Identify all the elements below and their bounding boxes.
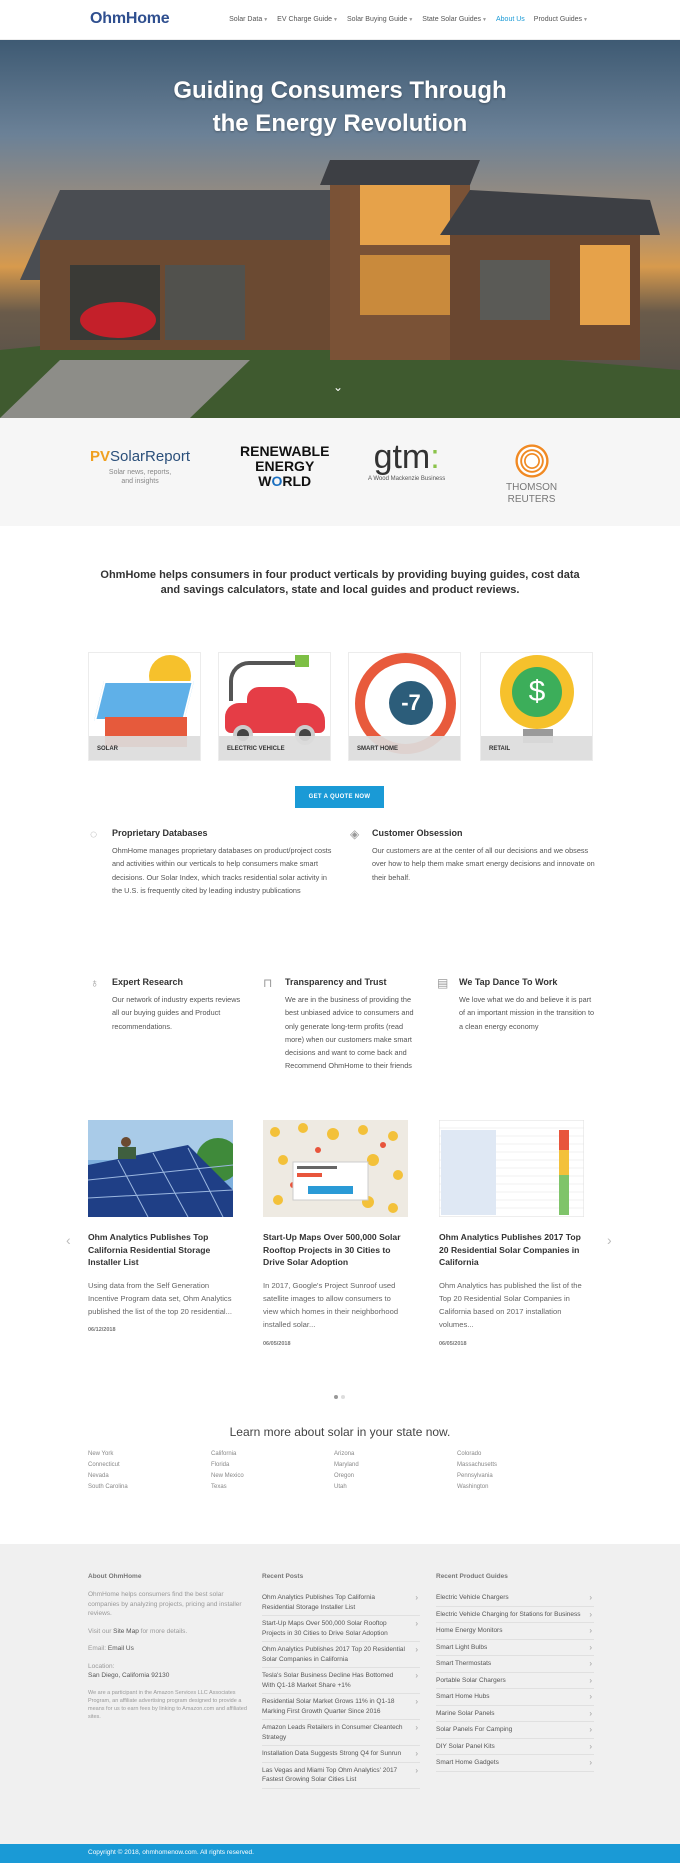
logo-text: THOMSON xyxy=(506,482,558,493)
footer-post-link[interactable]: Tesla's Solar Business Decline Has Bottomed With Q1-18 Market Share +1% › xyxy=(262,1668,420,1694)
footer-recent-posts xyxy=(262,1573,420,1789)
logo-text: W xyxy=(258,473,272,489)
lightbulb-icon: ◌ xyxy=(90,827,98,841)
logo-text: REUTERS xyxy=(507,494,556,505)
state-link[interactable]: California xyxy=(211,1451,237,1457)
feature-title: Expert Research xyxy=(112,977,184,987)
vertical-label: RETAIL xyxy=(481,736,592,760)
vertical-retail[interactable] xyxy=(480,652,593,761)
nav-label: About Us xyxy=(496,16,525,23)
chevron-down-icon: ▼ xyxy=(333,17,338,23)
footer-guide-link[interactable]: Marine Solar Panels › xyxy=(436,1706,594,1723)
main-nav xyxy=(229,16,588,23)
footer-post-link[interactable]: Las Vegas and Miami Top Ohm Analytics' 2017 Fastest Growing Solar Cities List › xyxy=(262,1763,420,1789)
state-link[interactable]: Texas xyxy=(211,1484,227,1490)
footer-post-link[interactable]: Amazon Leads Retailers in Consumer Cleantech Strategy › xyxy=(262,1720,420,1746)
feature-text: OhmHome manages proprietary databases on product/project costs and activities within our verticals to help consumers make smart decisions. Our Solar Index, which tracks residential solar activity in the U.S. is frequently cited by leading industry publications xyxy=(112,846,332,895)
footer-guide-link[interactable]: Home Energy Monitors › xyxy=(436,1623,594,1640)
footer-text: Email: xyxy=(88,1645,108,1652)
get-quote-button[interactable]: GET A QUOTE NOW xyxy=(295,786,384,808)
footer-heading: Recent Posts xyxy=(262,1573,304,1580)
nav-label: EV Charge Guide xyxy=(277,16,333,23)
footer-product-guides xyxy=(436,1573,594,1772)
sitemap-link[interactable]: Site Map xyxy=(113,1627,139,1635)
site-logo[interactable] xyxy=(90,10,170,28)
chevron-down-icon: ▼ xyxy=(263,17,269,23)
footer-post-link[interactable]: Start-Up Maps Over 500,000 Solar Rooftop Projects in 30 Cities to Drive Solar Adoption › xyxy=(262,1616,420,1642)
layers-icon: ◈ xyxy=(350,827,360,841)
footer-guide-link[interactable]: Portable Solar Chargers › xyxy=(436,1673,594,1690)
reuters-dots-icon xyxy=(515,444,549,478)
chevron-down-icon: ▼ xyxy=(482,17,487,23)
hero-title-line: Guiding Consumers Through xyxy=(173,77,507,104)
footer-heading: About OhmHome xyxy=(88,1573,142,1580)
press-logos xyxy=(0,418,680,526)
post-date: 06/12/2018 xyxy=(88,1327,116,1334)
footer-about xyxy=(88,1573,248,1729)
footer-post-link[interactable]: Ohm Analytics Publishes Top California Residential Storage Installer List › xyxy=(262,1590,420,1616)
states-heading: Learn more about solar in your state now. xyxy=(229,1425,451,1439)
footer-post-link[interactable]: Ohm Analytics Publishes 2017 Top 20 Residential Solar Companies in California › xyxy=(262,1642,420,1668)
footer-sitemap-line xyxy=(88,1627,248,1637)
state-link[interactable]: South Carolina xyxy=(88,1484,128,1490)
footer-guide-link[interactable]: Electric Vehicle Chargers › xyxy=(436,1590,594,1607)
state-link[interactable]: Maryland xyxy=(334,1462,359,1468)
post-excerpt: Using data from the Self Generation Incentive Program data set, Ohm Analytics published the list of the top 20 residential... xyxy=(88,1280,232,1317)
nav-about-us[interactable] xyxy=(496,16,525,23)
nav-label: Solar Buying Guide xyxy=(347,16,408,23)
vertical-label: SOLAR xyxy=(89,736,200,760)
footer-email-line xyxy=(88,1644,248,1654)
carousel-dot[interactable] xyxy=(341,1395,345,1399)
dollar-icon: $ xyxy=(512,667,562,717)
logo-text: RENEWABLE xyxy=(240,443,330,459)
footer-heading: Recent Product Guides xyxy=(436,1573,508,1580)
vertical-label: SMART HOME xyxy=(349,736,460,760)
state-link[interactable]: Connecticut xyxy=(88,1462,120,1468)
post-date: 06/05/2018 xyxy=(439,1340,467,1347)
renewable-energy-world-logo xyxy=(240,444,329,489)
feature-title: Proprietary Databases xyxy=(112,828,208,838)
gtm-logo xyxy=(368,438,445,482)
nav-solar-buying-guide[interactable] xyxy=(347,16,413,23)
footer-guide-link[interactable]: Smart Thermostats › xyxy=(436,1656,594,1673)
logo-text: SolarReport xyxy=(110,448,191,465)
hero-banner xyxy=(0,40,680,418)
logo-text: PV xyxy=(90,448,111,465)
nav-solar-data[interactable] xyxy=(229,16,268,23)
carousel-dot[interactable] xyxy=(334,1395,338,1399)
book-icon: ▤ xyxy=(437,976,449,990)
state-link[interactable]: Pennsylvania xyxy=(457,1473,493,1479)
email-link[interactable]: Email Us xyxy=(107,1645,134,1652)
intro-text: OhmHome helps consumers in four product verticals by providing buying guides, cost data and savings calculators, state and local guides and product reviews. xyxy=(100,569,580,596)
lock-icon: ⊓ xyxy=(263,976,273,990)
state-link[interactable]: Nevada xyxy=(88,1473,109,1479)
state-link[interactable]: Colorado xyxy=(457,1451,482,1457)
post-date: 06/05/2018 xyxy=(263,1340,291,1347)
feature-title: Transparency and Trust xyxy=(285,977,387,987)
state-link[interactable]: New York xyxy=(88,1451,114,1457)
state-link[interactable]: Arizona xyxy=(334,1451,355,1457)
hero-title-line: the Energy Revolution xyxy=(212,110,468,137)
globe-icon: O xyxy=(271,473,283,489)
state-link[interactable]: New Mexico xyxy=(211,1473,244,1479)
state-link[interactable]: Florida xyxy=(211,1462,230,1468)
footer-guide-link[interactable]: Smart Light Bulbs › xyxy=(436,1640,594,1657)
footer-text: Location: xyxy=(88,1662,115,1670)
vertical-smart-home[interactable] xyxy=(348,652,461,761)
footer-text: for more details. xyxy=(138,1627,188,1635)
post-card[interactable] xyxy=(88,1120,233,1333)
amazon-disclosure: We are a participant in the Amazon Services LLC Associates Program, an affiliate advertising program designed to provide a means for us to earn fees by linking to Amazon.com and affiliated sites. xyxy=(88,1689,247,1720)
logo-text: : xyxy=(430,438,440,476)
feature-title: Customer Obsession xyxy=(372,828,463,838)
logo-text: ENERGY xyxy=(255,458,315,474)
pvsolarreport-logo xyxy=(90,448,190,486)
nav-ev-charge-guide[interactable] xyxy=(277,16,338,23)
post-title[interactable]: Ohm Analytics Publishes 2017 Top 20 Residential Solar Companies in California xyxy=(439,1232,581,1267)
footer-guide-link[interactable]: Solar Panels For Camping › xyxy=(436,1722,594,1739)
feature-text: Our customers are at the center of all our decisions and we obsess over how to help them make smart energy decisions and innovate on their behalf. xyxy=(372,846,595,882)
thermostat-display: -7 xyxy=(389,681,433,725)
footer-post-link[interactable]: Residential Solar Market Grows 11% in Q1-18 Marking First Growth Quarter Since 2016 › xyxy=(262,1694,420,1720)
solar-panel-icon xyxy=(94,681,194,721)
copyright-bar: Copyright © 2018, ohmhomenow.com. All rights reserved. xyxy=(0,1844,680,1863)
lightbulb-icon xyxy=(500,655,574,729)
feature-title: We Tap Dance To Work xyxy=(459,977,558,987)
footer-guide-link[interactable]: Smart Home Gadgets › xyxy=(436,1755,594,1772)
plug-icon xyxy=(295,655,309,667)
footer-location xyxy=(88,1662,248,1681)
carousel-prev-button[interactable]: ‹ xyxy=(66,1232,71,1248)
logo-tagline: Solar news, reports, xyxy=(108,469,172,476)
post-card[interactable] xyxy=(439,1120,584,1347)
logo-text: gtm xyxy=(373,438,431,476)
logo-tagline: A Wood Mackenzie Business xyxy=(368,476,446,482)
nav-label: State Solar Guides xyxy=(422,16,482,23)
feature-text: Our network of industry experts reviews all our buying guides and Product recommendations. xyxy=(112,995,241,1031)
scroll-down-icon[interactable]: ⌄ xyxy=(333,380,344,394)
state-link[interactable]: Utah xyxy=(334,1484,347,1490)
award-icon: ♁ xyxy=(90,976,99,990)
state-link[interactable]: Massachusetts xyxy=(457,1462,498,1468)
vertical-label: ELECTRIC VEHICLE xyxy=(219,736,330,760)
thomson-reuters-logo xyxy=(506,444,557,506)
post-image[interactable] xyxy=(439,1120,584,1217)
post-excerpt: Ohm Analytics has published the list of the Top 20 Residential Solar Companies in California based on 2017 installation volumes... xyxy=(439,1280,582,1330)
footer-text: Visit our xyxy=(88,1627,114,1635)
carousel-next-button[interactable]: › xyxy=(607,1232,612,1248)
site-header xyxy=(0,0,680,40)
post-title[interactable]: Ohm Analytics Publishes Top California Residential Storage Installer List xyxy=(88,1232,211,1267)
vertical-solar[interactable] xyxy=(88,652,201,761)
vertical-electric-vehicle[interactable] xyxy=(218,652,331,761)
carousel-pagination xyxy=(334,1386,348,1404)
logo-text: RLD xyxy=(282,473,312,489)
logo-text: OhmHome xyxy=(90,10,170,27)
nav-product-guides[interactable] xyxy=(534,16,588,23)
nav-label: Product Guides xyxy=(533,16,583,23)
hero-title xyxy=(0,74,680,140)
states-list xyxy=(88,1451,588,1490)
chevron-down-icon: ▼ xyxy=(408,17,414,23)
chevron-down-icon: ▼ xyxy=(583,17,588,23)
post-title[interactable]: Start-Up Maps Over 500,000 Solar Rooftop Projects in 30 Cities to Drive Solar Adoption xyxy=(263,1232,401,1267)
post-excerpt: In 2017, Google's Project Sunroof used satellite images to allow consumers to view which homes in their neighborhood installed solar... xyxy=(263,1280,399,1330)
feature-text: We love what we do and believe it is part of an important mission in the transition to a clean energy economy xyxy=(459,995,595,1031)
nav-label: Solar Data xyxy=(229,16,263,23)
footer-post-link[interactable]: Installation Data Suggests Strong Q4 for Sunrun › xyxy=(262,1746,420,1763)
footer-guide-link[interactable]: Electric Vehicle Charging for Stations for Business › xyxy=(436,1607,594,1624)
state-link[interactable]: Washington xyxy=(457,1484,489,1490)
footer-guide-link[interactable]: Smart Home Hubs › xyxy=(436,1689,594,1706)
footer-address: San Diego, California 92130 xyxy=(88,1672,170,1679)
post-image[interactable] xyxy=(88,1120,233,1217)
nav-state-solar-guides[interactable] xyxy=(422,16,487,23)
footer-about-text: OhmHome helps consumers find the best solar companies by analyzing projects, pricing and installer reviews. xyxy=(88,1591,242,1617)
feature-text: We are in the business of providing the best unbiased advice to consumers and only generate long-term profits (read more) when our customers make smart decisions and want to come back and Recommend OhmHome to their friends xyxy=(285,995,414,1071)
footer-guide-link[interactable]: DIY Solar Panel Kits › xyxy=(436,1739,594,1756)
post-card[interactable] xyxy=(263,1120,408,1347)
post-image[interactable] xyxy=(263,1120,408,1217)
logo-tagline: and insights xyxy=(121,478,159,485)
state-link[interactable]: Oregon xyxy=(334,1473,355,1479)
